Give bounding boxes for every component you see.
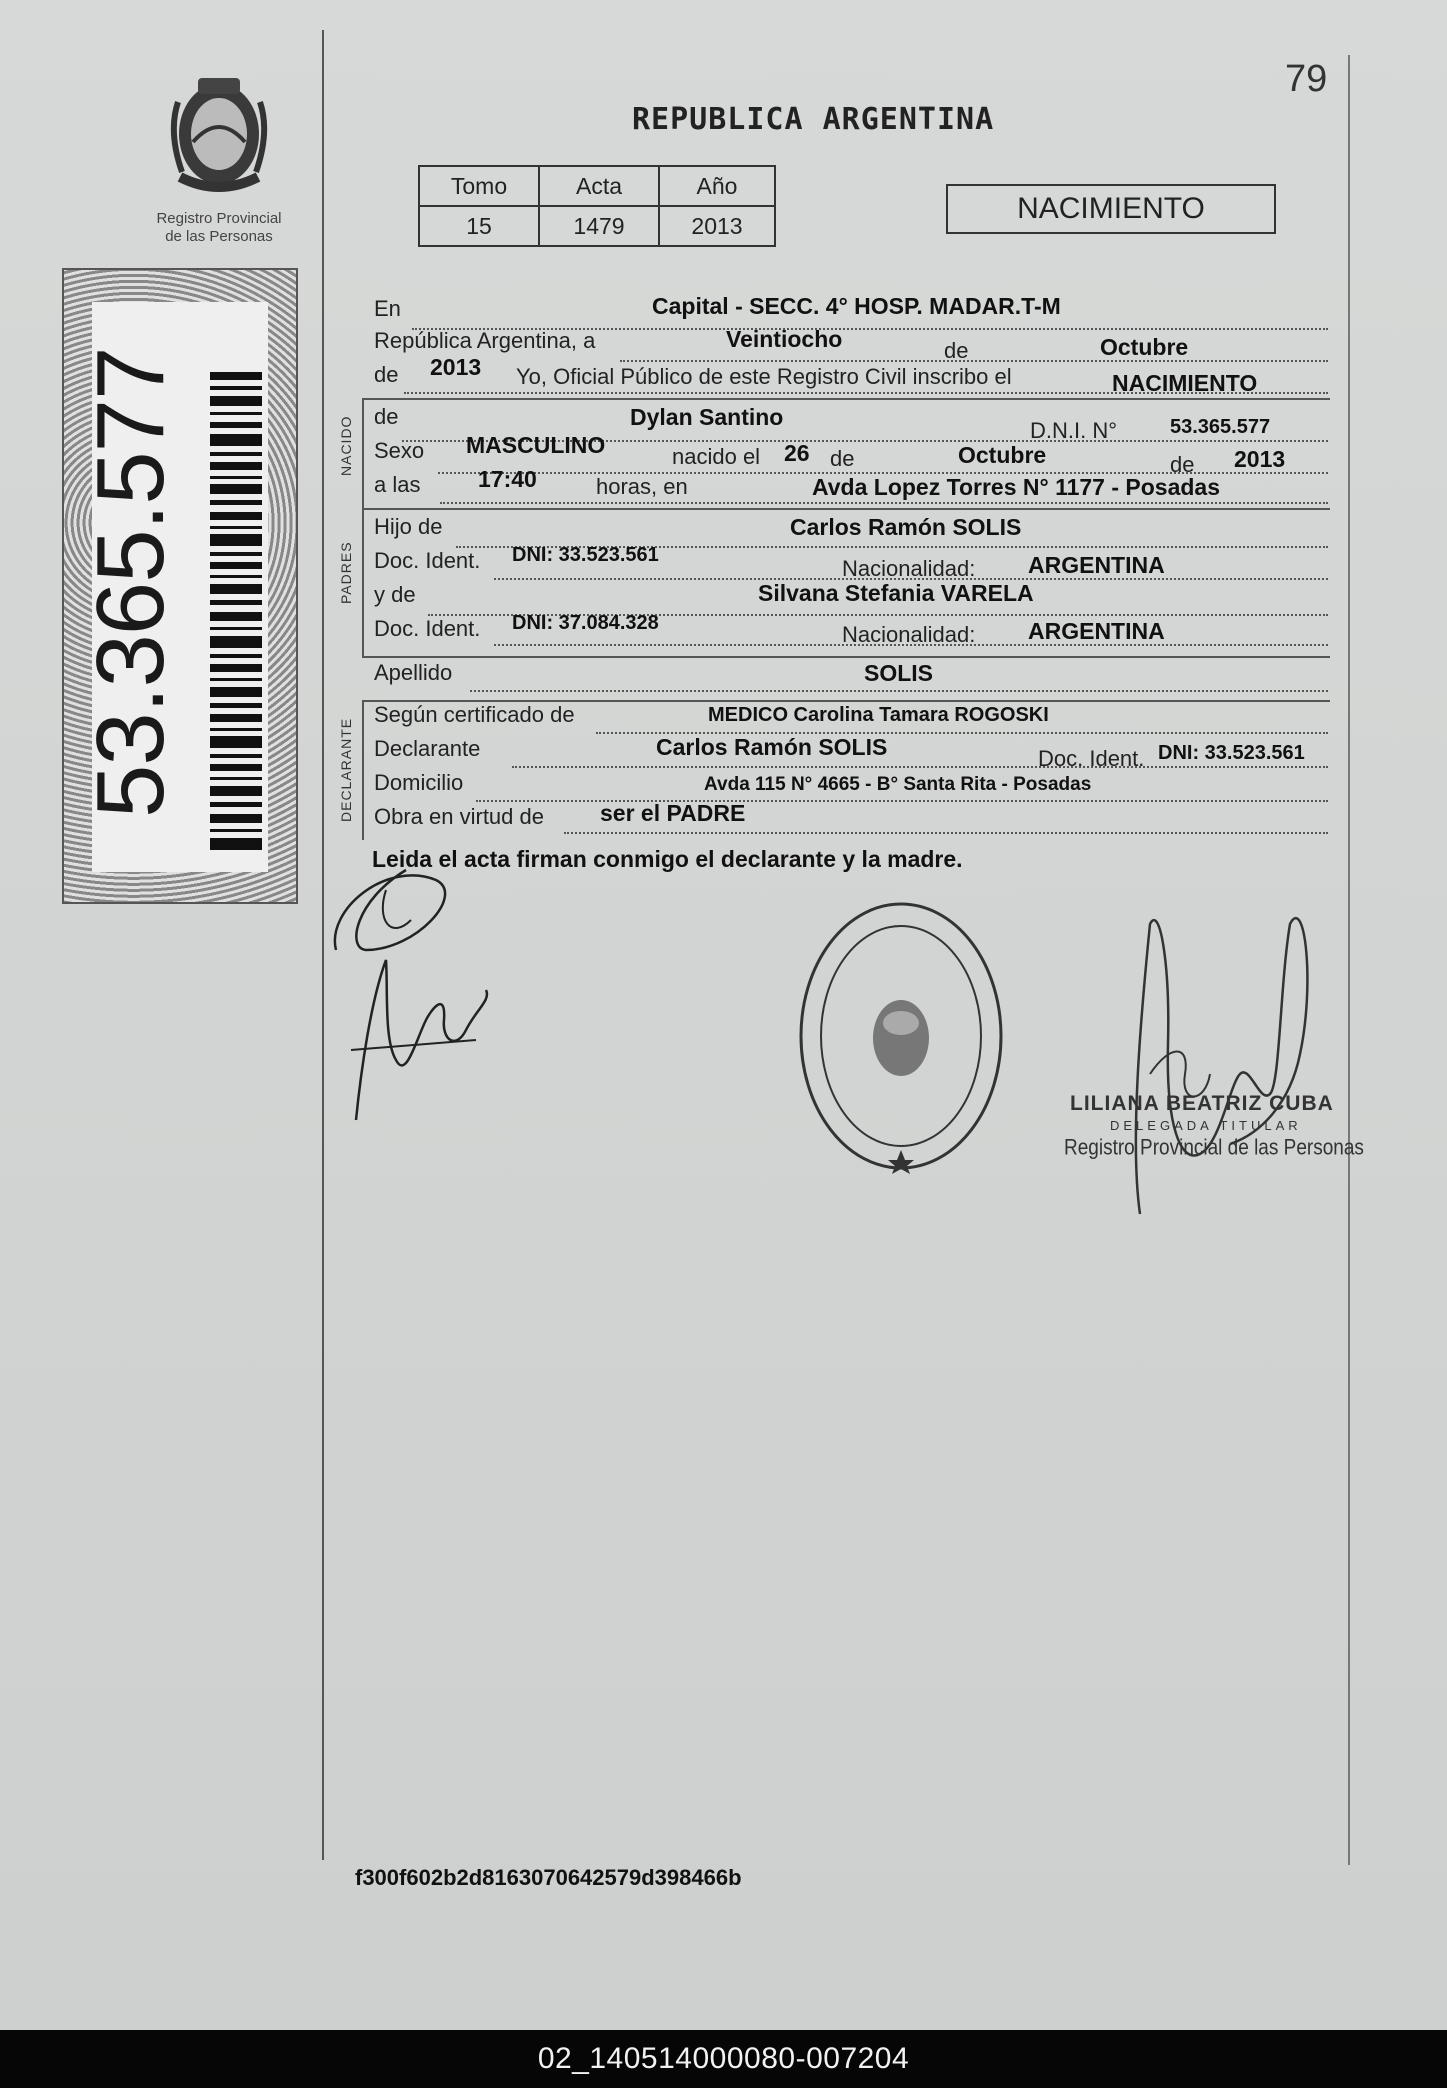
birth-year-value: 2013 [1234,446,1286,472]
barcode-bars-icon [210,372,262,852]
birth-place-value: Avda Lopez Torres N° 1177 - Posadas [812,474,1221,500]
right-margin-rule [1348,55,1350,1865]
barcode-number: 53.365.577 [77,347,184,818]
year-value: 2013 [430,354,482,380]
scan-footer-code: 02_140514000080-007204 [0,2030,1447,2088]
dotted-line [564,832,1328,834]
apellido-label: Apellido [374,660,453,685]
horas-en-label: horas, en [596,474,688,499]
document-hash: f300f602b2d8163070642579d398466b [355,1865,742,1890]
domicilio-label: Domicilio [374,770,464,795]
nacido-el-label: nacido el [672,444,761,469]
section-rule [362,398,364,510]
side-label-declarante: DECLARANTE [338,717,354,822]
record-table-value-row [419,206,775,246]
section-rule [362,700,364,840]
mother-name-value: Silvana Stefania VARELA [758,580,1034,606]
month-value: Octubre [1100,334,1189,360]
place-value: Capital - SECC. 4° HOSP. MADAR.T-M [652,293,1061,319]
header-acta: Acta [539,166,659,206]
registry-caption-line-1: Registro Provincial [156,210,282,227]
surname-value: SOLIS [864,660,934,686]
side-label-nacido: NACIDO [338,415,354,476]
record-table-header-row [419,166,775,206]
father-name-value: Carlos Ramón SOLIS [790,514,1022,540]
official-office: Registro Provincial de las Personas [1064,1136,1364,1161]
dni-label: D.N.I. N° [1030,418,1118,443]
mother-doc-label: Doc. Ident. [374,616,481,641]
birth-month-value: Octubre [958,442,1047,468]
child-name-value: Dylan Santino [630,404,784,430]
section-separator [362,656,1330,658]
father-doc-label: Doc. Ident. [374,548,481,573]
left-margin-rule [322,30,324,1860]
province-coat-of-arms-logo [160,72,278,202]
birth-time-value: 17:40 [478,466,537,492]
sexo-label: Sexo [374,438,425,463]
registry-seal-icon [796,898,1006,1174]
record-reference-table [418,165,776,247]
registry-caption-line-2: de las Personas [165,228,273,245]
a-las-label: a las [374,472,421,497]
mother-doc-value: DNI: 37.084.328 [512,612,659,634]
value-tomo: 15 [419,206,539,246]
day-words-value: Veintiocho [726,326,843,352]
father-nationality-value: ARGENTINA [1028,552,1165,578]
obra-value: ser el PADRE [600,800,746,826]
de2-label: de [374,362,399,387]
side-label-padres: PADRES [338,541,354,604]
mother-nationality-value: ARGENTINA [1028,618,1165,644]
dotted-line [512,766,1328,768]
cert-label: Según certificado de [374,702,575,727]
section-separator [362,508,1330,510]
declarante-label: Declarante [374,736,481,761]
seal-ring-text [868,896,869,897]
value-anio: 2013 [659,206,775,246]
declarant-doc-label: Doc. Ident. [1038,746,1145,771]
de-label: de [944,338,969,363]
republica-label: República Argentina, a [374,328,596,353]
document-title: REPUBLICA ARGENTINA [632,102,995,137]
oficial-text: Yo, Oficial Público de este Registro Civil inscribo el [516,364,1012,389]
page-number: 79 [1285,58,1328,100]
hijo-de-label: Hijo de [374,514,443,539]
signature-official-icon [1110,904,1320,1224]
child-dni-value: 53.365.577 [1170,416,1271,438]
registry-caption [140,210,298,246]
dotted-line [620,360,1328,362]
de-label-3: de [1170,452,1195,477]
section-rule [362,508,364,658]
birth-day-value: 26 [784,440,810,466]
en-label: En [374,296,401,321]
certificate-value: MEDICO Carolina Tamara ROGOSKI [708,704,1049,726]
section-separator [362,398,1330,400]
header-tomo: Tomo [419,166,539,206]
dotted-line [440,502,1328,504]
mother-nationality-label: Nacionalidad: [842,622,976,647]
sex-value: MASCULINO [466,432,606,458]
declarant-doc-value: DNI: 33.523.561 [1158,742,1305,764]
inscribo-value: NACIMIENTO [1112,370,1258,396]
nacido-de-label: de [374,404,399,429]
address-value: Avda 115 N° 4665 - B° Santa Rita - Posadas [704,774,1092,795]
father-doc-value: DNI: 33.523.561 [512,544,659,566]
signature-declarant-icon [326,840,506,1130]
official-role: DELEGADA TITULAR [1110,1118,1302,1133]
value-acta: 1479 [539,206,659,246]
header-anio: Año [659,166,775,206]
dotted-line [470,690,1328,692]
dotted-line [494,644,1328,646]
y-de-label: y de [374,582,416,607]
de-label-2: de [830,446,855,471]
declarant-name-value: Carlos Ramón SOLIS [656,734,888,760]
obra-label: Obra en virtud de [374,804,544,829]
closing-statement: Leida el acta firman conmigo el declarante y la madre. [372,846,963,872]
official-name: LILIANA BEATRIZ CUBA [1070,1092,1334,1115]
record-type-box: NACIMIENTO [946,184,1276,234]
father-nationality-label: Nacionalidad: [842,556,976,581]
